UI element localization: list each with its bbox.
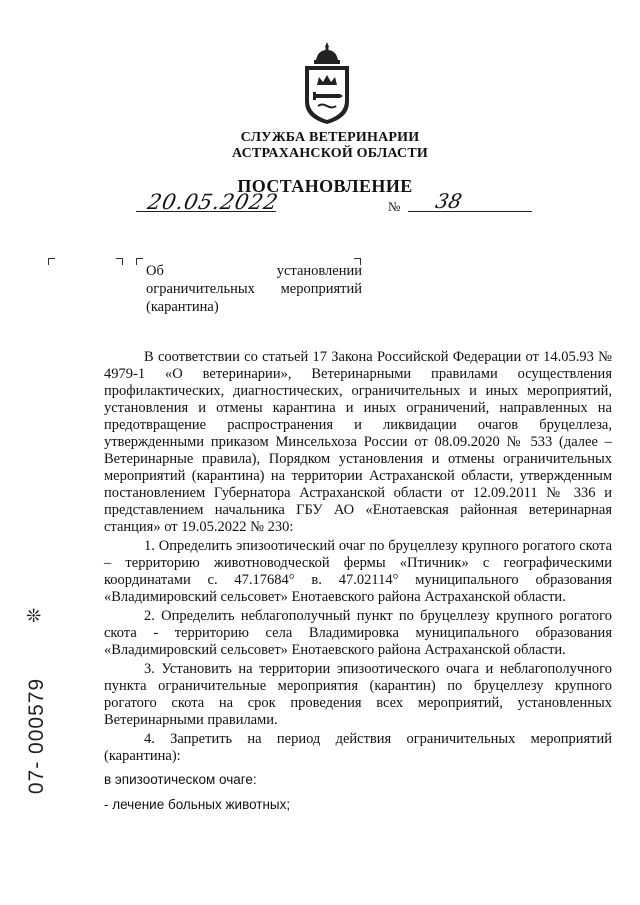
body-item: 3. Установить на территории эпизоотического очага и неблагополучного пункта ограничительные мероприятия (карантин) по бруцеллезу крупного рогатого скота на срок проведения всех мероприятий, установленных Ветеринарными правилами. bbox=[104, 661, 612, 728]
document-body bbox=[104, 349, 612, 815]
document-type-title: ПОСТАНОВЛЕНИЕ bbox=[237, 176, 413, 196]
registration-stamp bbox=[22, 606, 52, 796]
stamp-mark-icon: ❊ bbox=[26, 606, 42, 627]
body-item: 1. Определить эпизоотический очаг по бруцеллезу крупного рогатого скота – территорию животноводческой фермы «Птичник» с географическими координатами с. 47.17684° в. 47.02114° муниципального образования «Владимировский сельсовет» Енотаевского района Астраханской области. bbox=[104, 538, 612, 605]
document-date: 20.05.2022 bbox=[145, 190, 281, 214]
body-item: 2. Определить неблагополучный пункт по бруцеллезу крупного рогатого скота - территорию села Владимировка муниципального образования «Владимировский сельсовет» Енотаевского района Астраханской области. bbox=[104, 608, 612, 658]
document-subject: Об установлении ограничительных мероприятий (карантина) bbox=[146, 263, 362, 315]
date-underline bbox=[136, 211, 276, 212]
body-subline: в эпизоотическом очаге: bbox=[104, 772, 257, 787]
organization-name-line1: СЛУЖБА ВЕТЕРИНАРИИ bbox=[240, 130, 420, 145]
body-subline: - лечение больных животных; bbox=[104, 797, 291, 812]
number-underline bbox=[408, 211, 532, 212]
body-item: 4. Запретить на период действия ограничительных мероприятий (карантина): bbox=[104, 731, 612, 764]
coat-of-arms-emblem bbox=[300, 40, 354, 126]
document-number: 38 bbox=[433, 189, 465, 213]
number-label: № bbox=[388, 199, 401, 214]
registration-number: 07- 000579 bbox=[25, 677, 48, 795]
preamble-paragraph: В соответствии со статьей 17 Закона Российской Федерации от 14.05.93 № 4979-1 «О ветеринарии», Ветеринарными правилами осуществления профилактических, диагностических, ограничительных и иных мероприятий, установления и отмены карантина и иных ограничений, направленных на предотвращение распространения и ликвидации очагов бруцеллеза, утвержденными приказом Минсельхоза России от 08.09.2020 № 533 (далее – Ветеринарные правила), Порядком установления и отмены ограничительных мероприятий (карантина) на территории Астраханской области, утвержденным постановлением Губернатора Астраханской области от 12.09.2011 № 336 и представлением начальника ГБУ АО «Енотаевская районная ветеринарная станция» от 19.05.2022 № 230: bbox=[104, 349, 612, 535]
organization-name-line2: АСТРАХАНСКОЙ ОБЛАСТИ bbox=[231, 146, 428, 161]
corner-mark bbox=[116, 258, 123, 265]
corner-mark bbox=[136, 258, 143, 265]
corner-mark bbox=[48, 258, 55, 265]
